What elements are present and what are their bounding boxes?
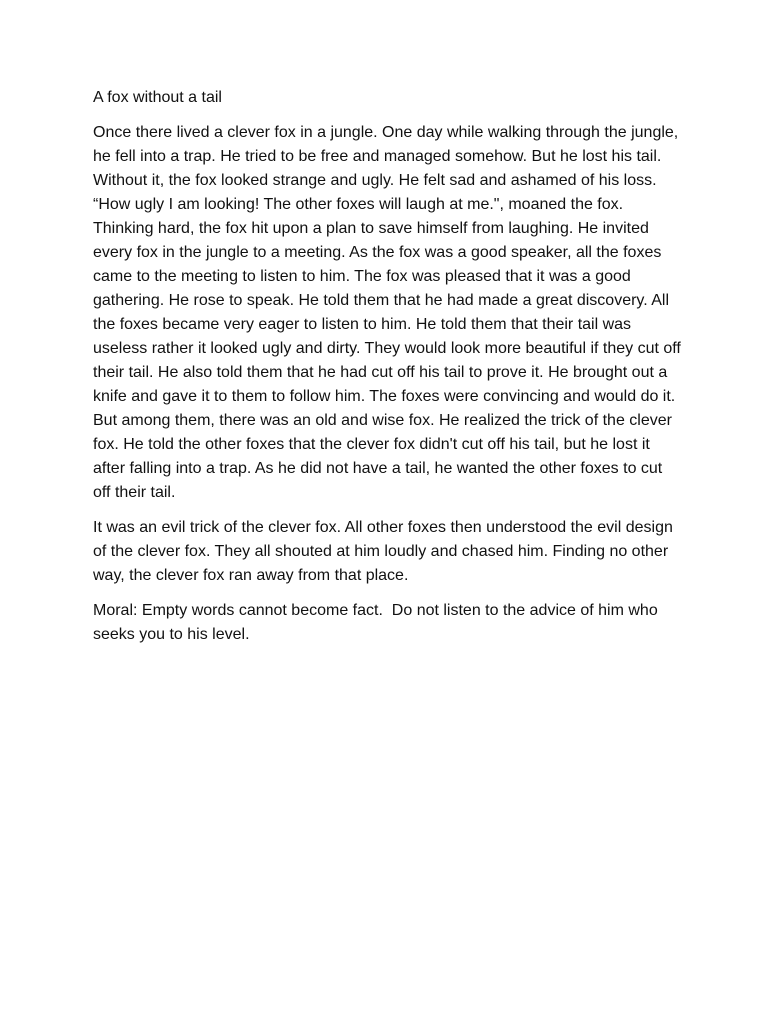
moral-paragraph: Moral: Empty words cannot become fact. Do not listen to the advice of him who seeks you to his level.	[93, 602, 663, 643]
story-paragraph: Once there lived a clever fox in a jungle. One day while walking through the jungle, he fell into a trap. He tried to be free and managed somehow. But he lost his tail. Without it, the fox looked strange and ugly. He felt sad and ashamed of his loss. “How ugly I am looking! The other foxes will laugh at me.", moaned the fox. Thinking hard, the fox hit upon a plan to save himself from laughing. He invited every fox in the jungle to a meeting. As the fox was a good speaker, all the foxes came to the meeting to listen to him. The fox was pleased that it was a good gathering. He rose to speak. He told them that he had made a great discovery. All the foxes became very eager to listen to him. He told them that their tail was useless rather it looked ugly and dirty. They would look more beautiful if they cut off their tail. He also told them that he had cut off his tail to prove it. He brought out a knife and gave it to them to follow him. The foxes were convincing and would do it. But among them, there was an old and wise fox. He realized the trick of the clever fox. He told the other foxes that the clever fox didn't cut off his tail, but he lost it after falling into a trap. As he did not have a tail, he wanted the other foxes to cut off their tail.	[93, 124, 681, 501]
ending-paragraph: It was an evil trick of the clever fox. All other foxes then understood the evil design of the clever fox. They all shouted at him loudly and chased him. Finding no other way, the clever fox ran away from that place.	[93, 519, 673, 584]
document-title: A fox without a tail	[93, 89, 222, 106]
document-body	[93, 86, 683, 658]
